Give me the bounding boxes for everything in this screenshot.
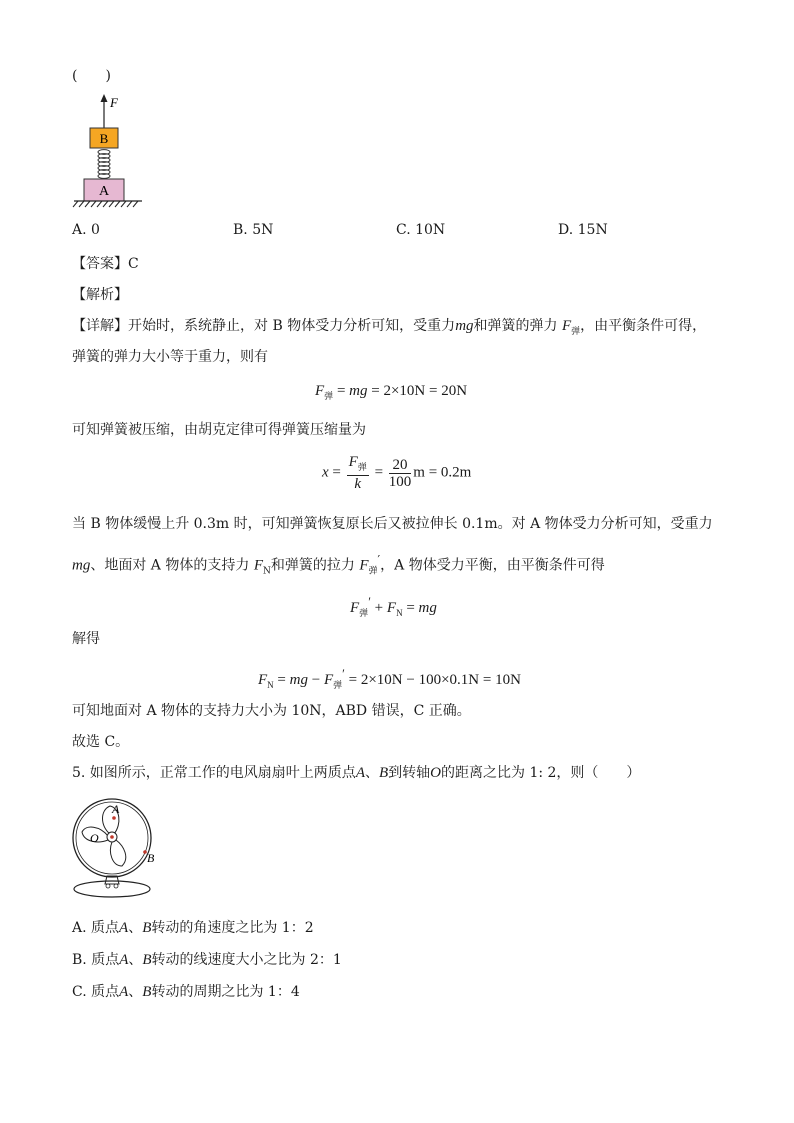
p5-text-a: 、地面对 A 物体的支持力 xyxy=(90,557,250,574)
eq3-fn: F xyxy=(386,600,397,616)
q5-sep: 、 xyxy=(364,765,379,781)
detail-text: 开始时，系统静止，对 B 物体受力分析可知，受重力 xyxy=(128,318,456,334)
eq4-fn: F xyxy=(258,672,268,688)
q5-option-c[interactable] xyxy=(72,982,300,1002)
eq1-mg: mg xyxy=(349,383,368,399)
q5-stem-a: 5. 如图所示，正常工作的电风扇扇叶上两质点 xyxy=(72,765,356,781)
q5-opt-b-sep: 、 xyxy=(128,952,143,968)
choice-c[interactable]: C. 10N xyxy=(396,222,446,238)
detail-label: 【详解】 xyxy=(72,318,128,334)
q5-opt-a-pa: A xyxy=(119,920,129,936)
q5-opt-c-prefix: C. 质点 xyxy=(72,984,120,1000)
fan-base xyxy=(74,881,150,897)
force-label: F xyxy=(110,95,118,110)
eq3-f: F xyxy=(350,600,360,616)
eq2-den1: k xyxy=(354,476,362,492)
answer-line xyxy=(72,254,139,274)
f-spring-subscript: 弹 xyxy=(571,326,581,337)
point-a-marker xyxy=(112,816,116,820)
base-knob-2 xyxy=(114,884,118,888)
detail-line-6: 解得 xyxy=(72,631,100,647)
p5-prime: ′ xyxy=(377,553,381,567)
q5-opt-c-rest: 转动的周期之比为 1：4 xyxy=(151,984,300,1000)
eq1-rest: = 2×10N = 20N xyxy=(367,383,468,399)
q5-opt-c-pb: B xyxy=(142,984,152,1000)
p5-fn-sub: N xyxy=(262,566,271,577)
question5-stem xyxy=(72,763,640,783)
electric-fan-figure xyxy=(70,796,156,904)
q5-point-a: A xyxy=(355,765,365,781)
eq2-num1: F xyxy=(348,454,358,470)
eq1-f: F xyxy=(315,383,325,399)
equation-2: x = $\frac{F_弹}{k}$ = $\frac{20}{100}$ m = 0.2m xyxy=(322,454,472,492)
eq2-num2: 20 xyxy=(389,457,412,474)
choice-b[interactable]: B. 5N xyxy=(233,222,274,238)
detail-line-8: 故选 C。 xyxy=(72,734,130,750)
answer-value: C xyxy=(128,256,139,272)
eq2-fraction-2 xyxy=(389,457,412,490)
fig-label-a: A xyxy=(112,802,120,816)
question-paren: ( ) xyxy=(72,68,111,84)
block-a-label: A xyxy=(98,184,110,199)
ground-hatch xyxy=(73,201,138,207)
detail-line-1 xyxy=(72,316,706,342)
detail-text-mid: 和弹簧的弹力 xyxy=(473,318,558,334)
q5-axis-o: O xyxy=(430,765,441,781)
q5-stem-b: 到转轴 xyxy=(388,765,431,781)
p5-fn: F xyxy=(253,557,263,574)
q5-opt-b-prefix: B. 质点 xyxy=(72,952,120,968)
eq2-tail: m = 0.2m xyxy=(413,464,472,481)
q5-opt-a-pb: B xyxy=(142,920,152,936)
eq4-rest: = 2×10N − 100×0.1N = 10N xyxy=(344,672,521,688)
eq4-eq: = xyxy=(273,672,290,688)
q5-opt-a-rest: 转动的角速度之比为 1：2 xyxy=(151,920,314,936)
p5-f-sub: 弹 xyxy=(368,566,378,577)
equation-1 xyxy=(315,381,467,406)
force-arrowhead-icon xyxy=(101,94,108,102)
eq3-sub: 弹 xyxy=(359,608,369,618)
detail-line-4: 当 B 物体缓慢上升 0.3m 时，可知弹簧恢复原长后又被拉伸长 0.1m。对 A 物体受力分析可知，受重力 xyxy=(72,516,713,532)
q5-opt-b-pa: A xyxy=(119,952,129,968)
q5-option-b[interactable] xyxy=(72,950,342,970)
axis-point xyxy=(110,835,114,839)
eq4-minus: − xyxy=(307,672,324,688)
eq4-fn-sub: N xyxy=(267,680,274,690)
detail-line-3: 可知弹簧被压缩，由胡克定律可得弹簧压缩量为 xyxy=(72,422,366,438)
eq2-x: x xyxy=(322,464,329,481)
eq2-fraction-1 xyxy=(347,454,369,492)
p5-text-c: ，A 物体受力平衡，由平衡条件可得 xyxy=(380,557,605,574)
f-spring-symbol: F xyxy=(561,318,572,334)
spring-blocks-figure xyxy=(70,92,150,214)
spring-icon xyxy=(98,150,110,179)
q5-opt-a-prefix: A. 质点 xyxy=(72,920,120,936)
equation-3 xyxy=(350,592,437,623)
eq2-num1-sub: 弹 xyxy=(357,462,367,472)
detail-line-7: 可知地面对 A 物体的支持力大小为 10N，ABD 错误，C 正确。 xyxy=(72,703,471,719)
detail-line-5 xyxy=(72,550,605,581)
choice-a[interactable]: A. 0 xyxy=(72,222,100,238)
eq3-eq: = xyxy=(402,600,419,616)
analysis-label: 【解析】 xyxy=(72,287,128,303)
eq1-eq: = xyxy=(333,383,350,399)
fig-label-o: O xyxy=(90,831,99,845)
eq4-f: F xyxy=(323,672,334,688)
eq2-den2: 100 xyxy=(388,473,412,490)
eq4-mg: mg xyxy=(289,672,308,688)
mg-symbol: mg xyxy=(455,318,474,334)
q5-point-b: B xyxy=(378,765,389,781)
eq3-prime: ′ xyxy=(368,595,371,609)
eq4-f-sub: 弹 xyxy=(333,680,343,690)
q5-opt-b-pb: B xyxy=(142,952,152,968)
eq3-plus: + xyxy=(370,600,387,616)
equation-4 xyxy=(258,664,521,695)
eq4-prime: ′ xyxy=(342,667,345,681)
q5-stem-c: 的距离之比为 1: 2，则（ ） xyxy=(441,765,641,781)
q5-opt-c-sep: 、 xyxy=(128,984,143,1000)
p5-mg: mg xyxy=(72,557,91,574)
eq1-sub: 弹 xyxy=(324,391,334,401)
p5-f: F xyxy=(359,557,369,574)
answer-label: 【答案】 xyxy=(72,256,128,272)
q5-opt-c-pa: A xyxy=(119,984,129,1000)
q5-opt-b-rest: 转动的线速度大小之比为 2：1 xyxy=(151,952,342,968)
fig-label-b: B xyxy=(147,851,155,865)
eq3-mg: mg xyxy=(418,600,437,616)
detail-text-end: ，由平衡条件可得， xyxy=(580,318,707,334)
choice-d[interactable]: D. 15N xyxy=(558,222,608,238)
q5-option-a[interactable] xyxy=(72,918,314,938)
q5-opt-a-sep: 、 xyxy=(128,920,143,936)
block-b-label: B xyxy=(99,131,109,146)
p5-text-b: 和弹簧的拉力 xyxy=(270,557,355,574)
eq3-fn-sub: N xyxy=(396,608,403,618)
base-knob-1 xyxy=(106,884,110,888)
detail-line-2: 弹簧的弹力大小等于重力，则有 xyxy=(72,349,268,365)
